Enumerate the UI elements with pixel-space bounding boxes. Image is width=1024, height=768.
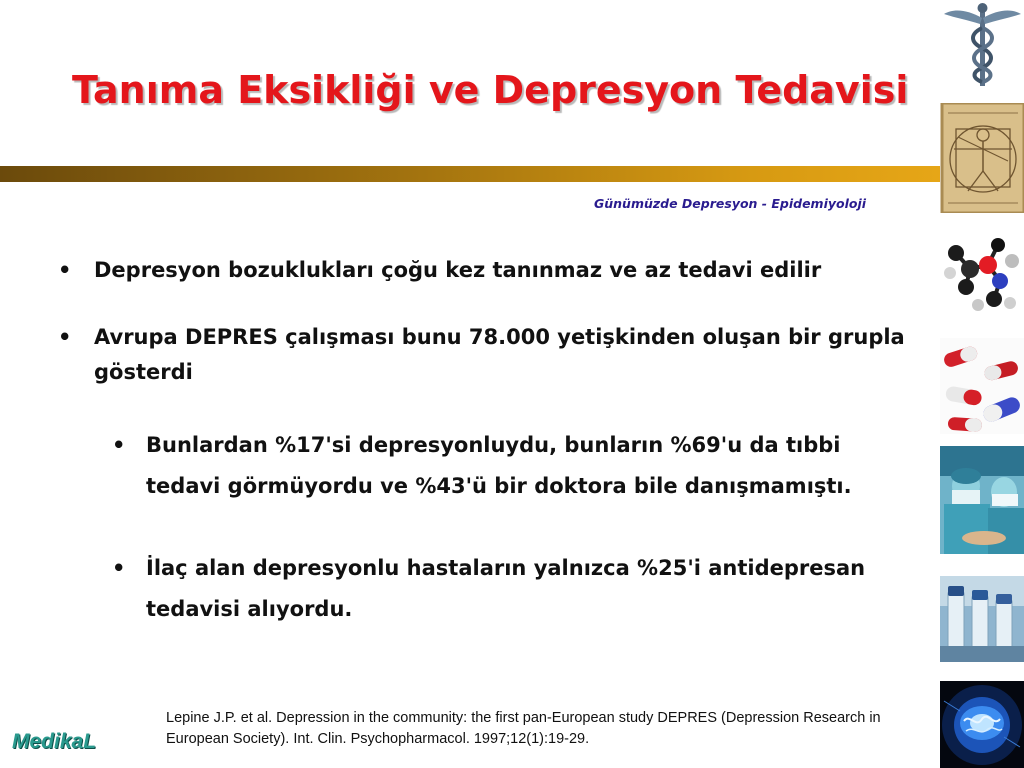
bullet-item xyxy=(58,253,938,288)
bullet-marker: • xyxy=(112,556,126,580)
bullet-marker: • xyxy=(112,433,126,457)
bullet-text: Depresyon bozuklukları çoğu kez tanınmaz ve az tedavi edilir xyxy=(94,258,822,282)
title-divider-bar xyxy=(0,166,940,182)
slide-title: Tanıma Eksikliği ve Depresyon Tedavisi xyxy=(72,68,909,112)
bullet-marker: • xyxy=(58,258,72,282)
sub-bullet-item xyxy=(112,425,902,507)
surgeons-icon xyxy=(940,446,1024,554)
bullet-text: Avrupa DEPRES çalışması bunu 78.000 yetişkinden oluşan bir grupla gösterdi xyxy=(94,325,905,384)
caduceus-icon xyxy=(940,0,1024,92)
reference-citation: Lepine J.P. et al. Depression in the community: the first pan-European study DEPRES (Depression Research in European Society). Int. Clin. Psychopharmacol. 1997;12(1):19-29. xyxy=(166,710,881,747)
sub-bullet-text: Bunlardan %17'si depresyonluydu, bunların %69'u da tıbbi tedavi görmüyordu ve %43'ü bir doktora bile danışmamıştı. xyxy=(146,433,852,498)
bullet-marker: • xyxy=(58,325,72,349)
sub-bullet-text: İlaç alan depresyonlu hastaların yalnızca %25'i antidepresan tedavisi alıyordu. xyxy=(146,556,866,621)
brain-icon xyxy=(940,681,1024,768)
medikal-logo: MedikaL xyxy=(12,730,97,753)
vitruvian-man-icon xyxy=(940,103,1024,213)
pills-icon xyxy=(940,338,1024,434)
sub-bullet-item xyxy=(112,548,902,630)
slide-subtitle: Günümüzde Depresyon - Epidemiyoloji xyxy=(594,196,867,211)
test-tubes-icon xyxy=(940,576,1024,662)
bullet-item xyxy=(58,320,938,390)
molecule-icon xyxy=(940,225,1024,325)
